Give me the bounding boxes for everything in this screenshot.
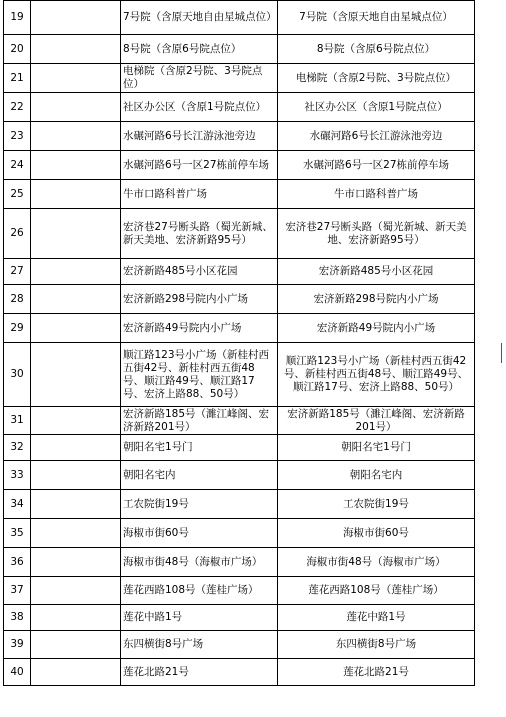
blank-cell <box>31 1 121 35</box>
row-number-cell: 26 <box>4 209 31 259</box>
point-cell: 莲花北路21号 <box>278 659 475 686</box>
blank-cell <box>31 490 121 519</box>
point-cell: 海椒市街48号（海椒市广场） <box>278 548 475 577</box>
point-cell: 宏济新路485号小区花园 <box>278 259 475 285</box>
blank-cell <box>31 35 121 64</box>
row-number-cell: 23 <box>4 122 31 151</box>
point-cell: 莲花中路1号 <box>278 605 475 631</box>
table-row <box>4 64 475 93</box>
location-cell: 朝阳名宅1号门 <box>121 435 278 461</box>
table-row <box>4 605 475 631</box>
page-edge-mark <box>501 343 506 363</box>
point-cell: 电梯院（含原2号院、3号院点位） <box>278 64 475 93</box>
blank-cell <box>31 314 121 343</box>
location-cell: 宏济新路485号小区花园 <box>121 259 278 285</box>
point-cell: 顺江路123号小广场（新桂村西五街42号、新桂村西五街48号、顺江路49号、顺江路17号、宏济上路88、50号） <box>278 343 475 407</box>
point-cell: 社区办公区（含原1号院点位） <box>278 93 475 122</box>
blank-cell <box>31 548 121 577</box>
location-cell: 朝阳名宅内 <box>121 461 278 490</box>
table-row <box>4 209 475 259</box>
point-cell: 8号院（含原6号院点位） <box>278 35 475 64</box>
row-number-cell: 33 <box>4 461 31 490</box>
table-row <box>4 631 475 659</box>
point-cell: 宏济新路185号（濉江峰阁、宏济新路201号） <box>278 407 475 435</box>
table-row <box>4 343 475 407</box>
table-row <box>4 490 475 519</box>
blank-cell <box>31 151 121 180</box>
location-cell: 社区办公区（含原1号院点位） <box>121 93 278 122</box>
blank-cell <box>31 93 121 122</box>
location-cell: 莲花西路108号（莲桂广场） <box>121 577 278 605</box>
row-number-cell: 20 <box>4 35 31 64</box>
table-row <box>4 314 475 343</box>
blank-cell <box>31 631 121 659</box>
blank-cell <box>31 343 121 407</box>
row-number-cell: 25 <box>4 180 31 209</box>
blank-cell <box>31 435 121 461</box>
blank-cell <box>31 519 121 548</box>
table-row <box>4 519 475 548</box>
location-cell: 海椒市街60号 <box>121 519 278 548</box>
table-body <box>4 1 475 686</box>
blank-cell <box>31 407 121 435</box>
location-cell: 8号院（含原6号院点位） <box>121 35 278 64</box>
point-cell: 莲花西路108号（莲桂广场） <box>278 577 475 605</box>
row-number-cell: 29 <box>4 314 31 343</box>
row-number-cell: 39 <box>4 631 31 659</box>
location-cell: 莲花中路1号 <box>121 605 278 631</box>
table-row <box>4 151 475 180</box>
row-number-cell: 28 <box>4 285 31 314</box>
table-row <box>4 259 475 285</box>
point-cell: 水碾河路6号一区27栋前停车场 <box>278 151 475 180</box>
table-row <box>4 285 475 314</box>
point-cell: 宏济新路49号院内小广场 <box>278 314 475 343</box>
row-number-cell: 21 <box>4 64 31 93</box>
location-cell: 7号院（含原天地自由星城点位） <box>121 1 278 35</box>
table-row <box>4 659 475 686</box>
point-cell: 工农院街19号 <box>278 490 475 519</box>
table-row <box>4 548 475 577</box>
location-cell: 海椒市街48号（海椒市广场） <box>121 548 278 577</box>
location-table <box>3 0 475 686</box>
point-cell: 水碾河路6号长江游泳池旁边 <box>278 122 475 151</box>
point-cell: 朝阳名宅1号门 <box>278 435 475 461</box>
location-cell: 宏济新路49号院内小广场 <box>121 314 278 343</box>
blank-cell <box>31 659 121 686</box>
location-cell: 宏济巷27号断头路（蜀光新城、新天美地、宏济新路95号） <box>121 209 278 259</box>
row-number-cell: 30 <box>4 343 31 407</box>
row-number-cell: 35 <box>4 519 31 548</box>
location-cell: 水碾河路6号长江游泳池旁边 <box>121 122 278 151</box>
row-number-cell: 31 <box>4 407 31 435</box>
table-row <box>4 35 475 64</box>
blank-cell <box>31 461 121 490</box>
location-cell: 顺江路123号小广场（新桂村西五街42号、新桂村西五街48号、顺江路49号、顺江路17号、宏济上路88、50号） <box>121 343 278 407</box>
blank-cell <box>31 285 121 314</box>
blank-cell <box>31 122 121 151</box>
table-row <box>4 1 475 35</box>
point-cell: 7号院（含原天地自由星城点位） <box>278 1 475 35</box>
point-cell: 宏济新路298号院内小广场 <box>278 285 475 314</box>
row-number-cell: 19 <box>4 1 31 35</box>
point-cell: 牛市口路科普广场 <box>278 180 475 209</box>
table-row <box>4 577 475 605</box>
location-cell: 东四横街8号广场 <box>121 631 278 659</box>
table-row <box>4 407 475 435</box>
location-cell: 水碾河路6号一区27栋前停车场 <box>121 151 278 180</box>
row-number-cell: 24 <box>4 151 31 180</box>
point-cell: 宏济巷27号断头路（蜀光新城、新天美地、宏济新路95号） <box>278 209 475 259</box>
table-row <box>4 122 475 151</box>
location-cell: 莲花北路21号 <box>121 659 278 686</box>
point-cell: 朝阳名宅内 <box>278 461 475 490</box>
row-number-cell: 34 <box>4 490 31 519</box>
row-number-cell: 32 <box>4 435 31 461</box>
blank-cell <box>31 259 121 285</box>
row-number-cell: 27 <box>4 259 31 285</box>
blank-cell <box>31 64 121 93</box>
location-cell: 电梯院（含原2号院、3号院点位） <box>121 64 278 93</box>
table-row <box>4 461 475 490</box>
location-cell: 宏济新路298号院内小广场 <box>121 285 278 314</box>
location-cell: 工农院街19号 <box>121 490 278 519</box>
row-number-cell: 36 <box>4 548 31 577</box>
row-number-cell: 38 <box>4 605 31 631</box>
table-row <box>4 435 475 461</box>
row-number-cell: 22 <box>4 93 31 122</box>
row-number-cell: 40 <box>4 659 31 686</box>
blank-cell <box>31 180 121 209</box>
point-cell: 海椒市街60号 <box>278 519 475 548</box>
location-cell: 宏济新路185号（濉江峰阁、宏济新路201号） <box>121 407 278 435</box>
location-cell: 牛市口路科普广场 <box>121 180 278 209</box>
blank-cell <box>31 577 121 605</box>
point-cell: 东四横街8号广场 <box>278 631 475 659</box>
blank-cell <box>31 605 121 631</box>
blank-cell <box>31 209 121 259</box>
row-number-cell: 37 <box>4 577 31 605</box>
table-row <box>4 180 475 209</box>
table-row <box>4 93 475 122</box>
